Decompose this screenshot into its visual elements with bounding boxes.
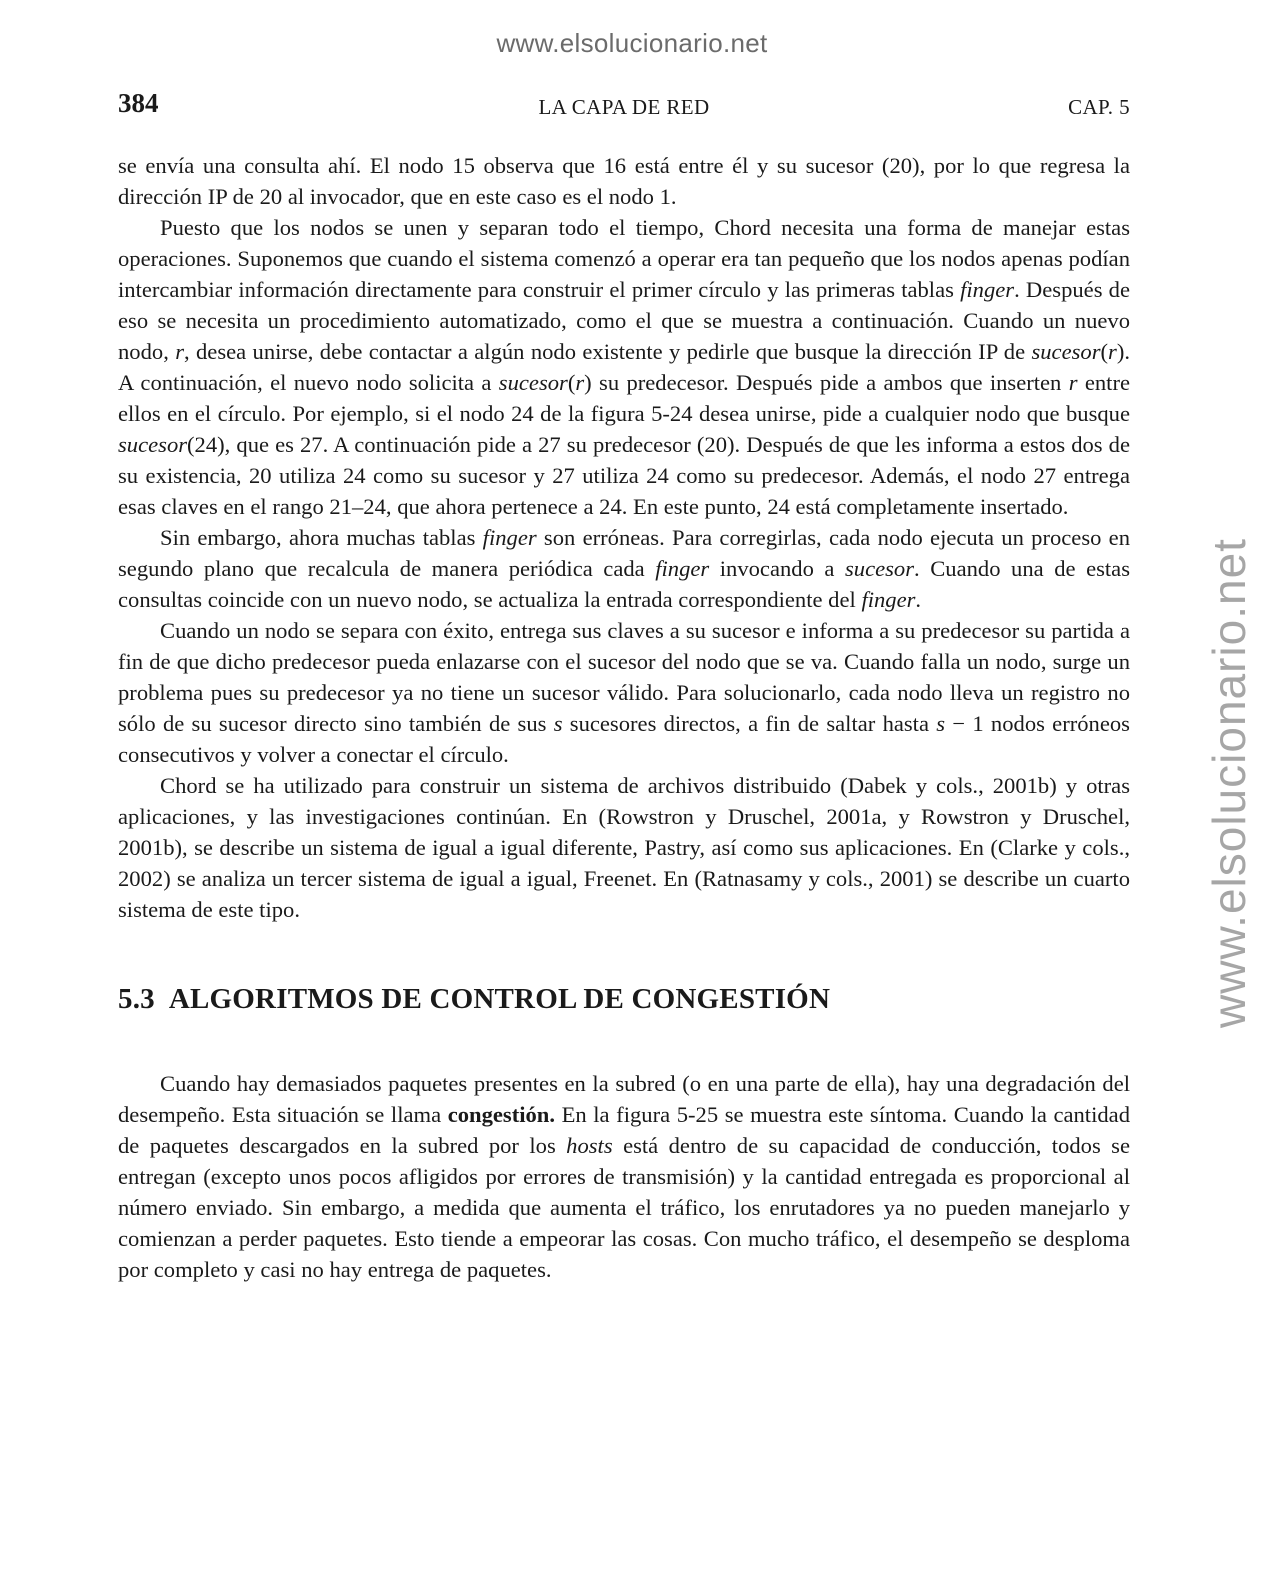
paragraph bbox=[118, 150, 1130, 212]
italic-run: sucesor bbox=[844, 556, 915, 581]
text-run: Cuando hay demasiados paquetes presentes en la subred (o en una parte de ella), hay una degradación del desempeño. Esta situación se llama bbox=[118, 1071, 1130, 1127]
paragraph bbox=[118, 522, 1130, 615]
text-run: ). A continuación, el nuevo nodo solicita a bbox=[118, 339, 1131, 395]
text-run: está dentro de su capacidad de conducción, todos se entregan (excepto unos pocos afligidos por errores de transmisión) y la cantidad entregada es proporcional al número enviado. Sin embargo, a medida que aumenta el tráfico, los enrutadores ya no pueden manejarlo y comienzan a perder paquetes. Esto tiende a empeorar las cosas. Con mucho tráfico, el desempeño se desploma por completo y casi no hay entrega de paquetes. bbox=[118, 1133, 1130, 1282]
page-number: 384 bbox=[118, 88, 159, 118]
text-run: − 1 nodos erróneos consecutivos y volver a conectar el círculo. bbox=[118, 711, 1130, 767]
text-run: En la figura 5-25 se muestra este síntoma. Cuando la cantidad de paquetes descargados en la subred por los bbox=[118, 1102, 1130, 1158]
italic-run: s bbox=[936, 711, 946, 736]
italic-run: r bbox=[1108, 339, 1117, 364]
watermark-top: www.elsolucionario.net bbox=[496, 28, 768, 58]
italic-run: hosts bbox=[566, 1133, 613, 1158]
text-run: ) su predecesor. Después pide a ambos que inserten bbox=[584, 370, 1069, 395]
italic-run: sucesor bbox=[118, 432, 188, 457]
watermark-side: www.elsolucionario.net bbox=[1203, 538, 1255, 1028]
text-run: (24), que es 27. A continuación pide a 27 su predecesor (20). Después de que les informa a estos dos de su existencia, 20 utiliza 24 como su sucesor y 27 utiliza 24 como su predecesor. Además, el nodo 27 entrega esas claves en el rango 21–24, que ahora pertenece a 24. En este punto, 24 está completamente insertado. bbox=[118, 432, 1130, 519]
italic-run: s bbox=[553, 711, 563, 736]
section-number: 5.3 bbox=[118, 983, 155, 1015]
chapter-label: CAP. 5 bbox=[1068, 95, 1130, 119]
text-run: Sin embargo, ahora muchas tablas bbox=[160, 525, 483, 550]
running-head bbox=[118, 88, 1130, 124]
text-run: Chord se ha utilizado para construir un sistema de archivos distribuido (Dabek y cols., 2001b) y otras aplicaciones, y las investigaciones continúan. En (Rowstron y Druschel, 2001a, y Rowstron y Druschel, 2001b), se describe un sistema de igual a igual diferente, Pastry, así como sus aplicaciones. En (Clarke y cols., 2002) se analiza un tercer sistema de igual a igual, Freenet. En (Ratnasamy y cols., 2001) se describe un cuarto sistema de este tipo. bbox=[118, 773, 1130, 922]
italic-run: sucesor bbox=[498, 370, 568, 395]
text-run: son erróneas. Para corregirlas, cada nodo ejecuta un proceso en segundo plano que recalcula de manera periódica cada bbox=[118, 525, 1130, 581]
text-run: , desea unirse, debe contactar a algún nodo existente y pedirle que busque la dirección IP de bbox=[184, 339, 1032, 364]
paragraph bbox=[118, 1068, 1130, 1285]
section-title: ALGORITMOS DE CONTROL DE CONGESTIÓN bbox=[168, 983, 831, 1015]
text-run: invocando a bbox=[709, 556, 845, 581]
text-run: . Cuando una de estas consultas coincide con un nuevo nodo, se actualiza la entrada correspondiente del bbox=[118, 556, 1130, 612]
text-run: sucesores directos, a fin de saltar hasta bbox=[562, 711, 937, 736]
italic-run: r bbox=[175, 339, 184, 364]
chapter-title: LA CAPA DE RED bbox=[538, 95, 710, 119]
text-run: . Después de eso se necesita un procedimiento automatizado, como el que se muestra a continuación. Cuando un nuevo nodo, bbox=[118, 277, 1130, 364]
italic-run: finger bbox=[960, 277, 1015, 302]
page-body bbox=[118, 150, 1130, 1285]
bold-term: congestión. bbox=[447, 1102, 556, 1127]
paragraph bbox=[118, 770, 1130, 925]
italic-run: finger bbox=[655, 556, 710, 581]
paragraph bbox=[118, 212, 1130, 522]
italic-run: r bbox=[575, 370, 585, 395]
italic-run: finger bbox=[482, 525, 537, 550]
text-run: se envía una consulta ahí. El nodo 15 observa que 16 está entre él y su sucesor (20), por lo que regresa la dirección IP de 20 al invocador, que en este caso es el nodo 1. bbox=[118, 153, 1130, 209]
text-run: ( bbox=[1100, 339, 1109, 364]
text-run: entre ellos en el círculo. Por ejemplo, si el nodo 24 de la figura 5-24 desea unirse, pide a cualquier nodo que busque bbox=[118, 370, 1130, 426]
text-run: Cuando un nodo se separa con éxito, entrega sus claves a su sucesor e informa a su predecesor su partida a fin de que dicho predecesor pueda enlazarse con el sucesor del nodo que se va. Cuando falla un nodo, surge un problema pues su predecesor ya no tiene un sucesor válido. Para solucionarlo, cada nodo lleva un registro no sólo de su sucesor directo sino también de sus bbox=[118, 618, 1130, 736]
text-run: Puesto que los nodos se unen y separan todo el tiempo, Chord necesita una forma de manejar estas operaciones. Suponemos que cuando el sistema comenzó a operar era tan pequeño que los nodos apenas podían intercambiar información directamente para construir el primer círculo y las primeras tablas bbox=[118, 215, 1130, 302]
italic-run: sucesor bbox=[1031, 339, 1101, 364]
text-run: . bbox=[915, 587, 922, 612]
section-heading bbox=[118, 981, 1130, 1017]
italic-run: r bbox=[1068, 370, 1078, 395]
paragraph bbox=[118, 615, 1130, 770]
italic-run: finger bbox=[861, 587, 916, 612]
text-run: ( bbox=[567, 370, 576, 395]
